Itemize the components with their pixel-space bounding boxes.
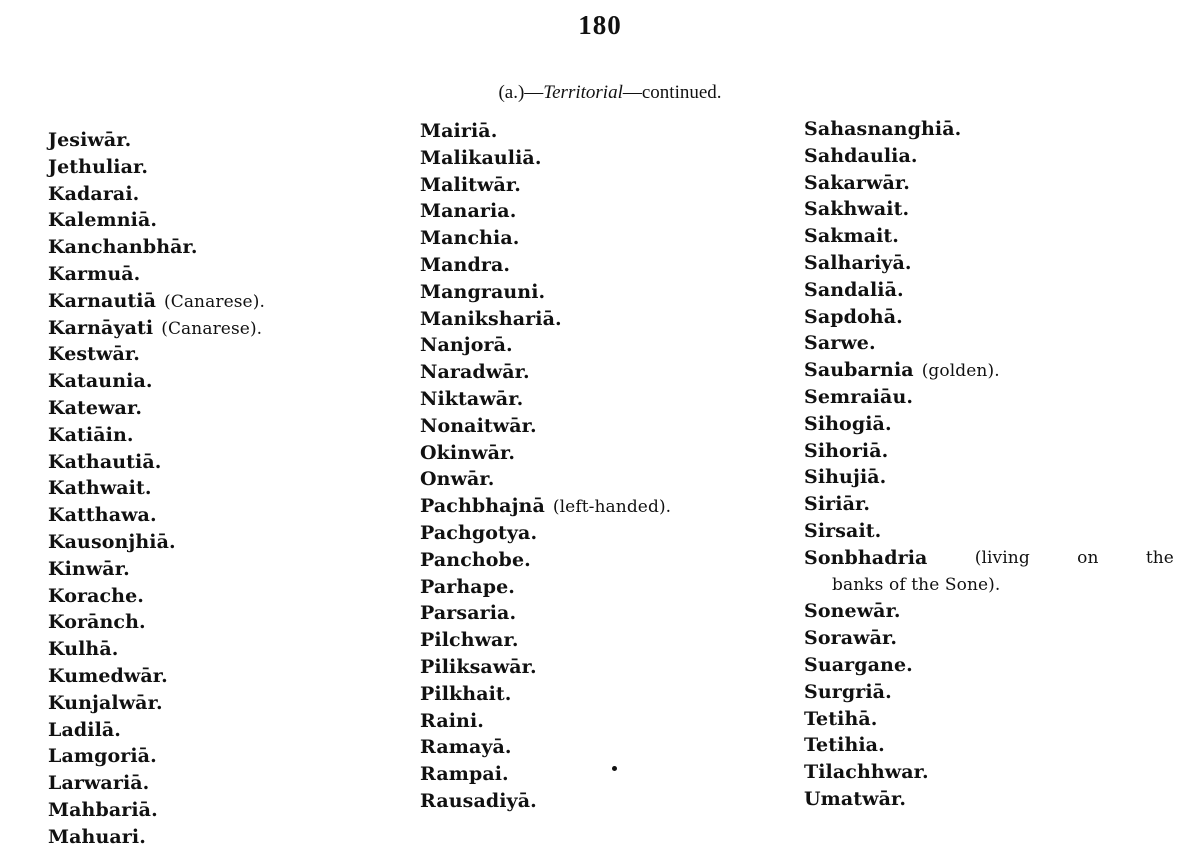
caste-entry <box>804 330 1174 357</box>
caste-entry <box>48 743 265 770</box>
caste-name: Okinwār. <box>420 441 516 464</box>
caste-name: Umatwār. <box>804 787 907 810</box>
caste-entry <box>420 225 671 252</box>
caste-entry <box>420 627 671 654</box>
caste-entry <box>420 520 671 547</box>
caste-name: Sahasnanghiā. <box>804 118 962 140</box>
caste-entry <box>420 413 671 440</box>
caste-name: Korache. <box>48 584 144 607</box>
caste-name: Parhape. <box>420 575 516 598</box>
caste-name: Karnāyati <box>48 316 154 339</box>
caste-gloss-word: the <box>1145 547 1174 568</box>
caste-gloss-continuation: banks of the Sone). <box>832 574 1001 595</box>
caste-entry <box>48 261 265 288</box>
caste-entry <box>48 502 265 529</box>
caste-entry <box>804 679 1174 706</box>
caste-name: Pachbhajnā <box>420 495 545 518</box>
caste-name: Pachgotya. <box>420 521 538 544</box>
caste-name: Mangrauni. <box>420 280 546 303</box>
caste-entry <box>48 556 265 583</box>
caste-entry <box>48 717 265 744</box>
caste-name: Larwariā. <box>48 772 150 795</box>
caste-name: Kumedwār. <box>48 664 168 687</box>
caste-name: Sakarwār. <box>804 171 910 194</box>
caste-entry <box>48 154 265 181</box>
caste-name: Kausonjhiā. <box>48 530 176 553</box>
caste-entry <box>804 438 1174 465</box>
caste-entry <box>804 143 1174 170</box>
caste-name: Kulhā. <box>48 638 119 661</box>
caste-name: Salhariyā. <box>804 251 912 274</box>
caste-entry <box>804 652 1174 679</box>
caste-name: Kalemniā. <box>48 209 158 232</box>
caste-name: Raini. <box>420 709 485 732</box>
caste-name: Sarwe. <box>804 332 876 355</box>
caste-name: Siriār. <box>804 493 871 516</box>
caste-entry <box>804 491 1174 518</box>
caste-name: Sihujiā. <box>804 466 887 489</box>
caste-name: Malitwār. <box>420 173 522 196</box>
caste-entry <box>420 681 671 708</box>
caste-entry <box>48 288 265 315</box>
caste-name: Sorawār. <box>804 627 898 650</box>
caste-entry <box>48 449 265 476</box>
caste-entry <box>48 824 265 851</box>
caste-entry <box>48 422 265 449</box>
caste-gloss-word: on <box>1077 547 1099 568</box>
caste-entry <box>804 277 1174 304</box>
caste-entry <box>804 464 1174 491</box>
caste-name: Karnautiā <box>48 289 156 312</box>
caste-name: Sirsait. <box>804 519 882 542</box>
caste-entry <box>420 600 671 627</box>
caste-entry <box>48 475 265 502</box>
caste-name: Lamgoriā. <box>48 745 157 768</box>
caste-entry <box>420 761 671 788</box>
caste-entry <box>420 386 671 413</box>
caste-entry <box>48 368 265 395</box>
caste-entry <box>420 466 671 493</box>
caste-entry <box>48 341 265 368</box>
caste-entry <box>48 636 265 663</box>
caste-name: Parsaria. <box>420 602 517 625</box>
caste-name: Manaria. <box>420 200 517 223</box>
caste-name: Mandra. <box>420 253 511 276</box>
caste-list-column-2 <box>420 118 671 815</box>
caste-name: Suargane. <box>804 653 913 676</box>
caste-name: Sonewār. <box>804 600 901 623</box>
caste-entry <box>48 234 265 261</box>
caste-entry <box>420 654 671 681</box>
caste-name: Sakhwait. <box>804 198 910 221</box>
caste-name: Jethuliar. <box>48 155 149 178</box>
caste-entry <box>804 598 1174 625</box>
caste-name: Tilachhwar. <box>804 761 929 784</box>
caste-entry <box>420 359 671 386</box>
caste-name: Niktawār. <box>420 387 524 410</box>
caste-name: Kunjalwār. <box>48 691 163 714</box>
caste-name: Sapdohā. <box>804 305 903 328</box>
caste-name: Mahuari. <box>48 825 146 848</box>
caste-entry <box>804 304 1174 331</box>
caste-entry <box>48 529 265 556</box>
caste-name: Ladilā. <box>48 718 122 741</box>
caste-entry <box>804 384 1174 411</box>
caste-entry <box>804 116 1174 143</box>
caste-name: Surgriā. <box>804 680 892 703</box>
caste-entry <box>48 315 265 342</box>
section-heading-italic: Territorial <box>543 82 623 103</box>
caste-name: Kinwār. <box>48 557 130 580</box>
caste-entry <box>804 706 1174 733</box>
caste-entry <box>48 583 265 610</box>
page-number: 180 <box>578 10 622 40</box>
caste-name: Rausadiyā. <box>420 789 537 812</box>
caste-name: Karmuā. <box>48 262 141 285</box>
caste-entry <box>804 759 1174 786</box>
caste-entry <box>48 127 265 154</box>
caste-name: Naradwār. <box>420 361 530 384</box>
caste-entry <box>48 395 265 422</box>
caste-name: Katiāin. <box>48 423 134 446</box>
caste-note: (golden). <box>921 361 1000 382</box>
caste-name: Mairiā. <box>420 120 498 142</box>
caste-entry <box>420 708 671 735</box>
caste-name: Saubarnia <box>804 359 914 382</box>
caste-name: Katewar. <box>48 396 143 419</box>
caste-name: Malikauliā. <box>420 146 542 169</box>
caste-name: Kathautiā. <box>48 450 162 473</box>
caste-entry <box>804 170 1174 197</box>
caste-entry <box>48 690 265 717</box>
caste-entry <box>420 440 671 467</box>
caste-name: Sihogiā. <box>804 412 892 435</box>
caste-name: Sandaliā. <box>804 278 904 301</box>
caste-entry <box>48 207 265 234</box>
caste-entry <box>420 118 671 145</box>
caste-entry <box>420 279 671 306</box>
caste-entry <box>420 788 671 815</box>
caste-entry <box>420 198 671 225</box>
caste-name: Tetihia. <box>804 734 885 757</box>
caste-name: Korānch. <box>48 611 146 634</box>
caste-name: Sonbhadria <box>804 546 928 569</box>
caste-entry <box>420 547 671 574</box>
caste-entry <box>420 493 671 520</box>
caste-name: Tetihā. <box>804 707 878 730</box>
caste-entry <box>48 797 265 824</box>
caste-name: Kadarai. <box>48 182 140 205</box>
caste-entry <box>420 306 671 333</box>
caste-note: (Canarese). <box>161 318 263 339</box>
caste-entry <box>420 172 671 199</box>
caste-entry <box>804 518 1174 545</box>
caste-entry <box>48 609 265 636</box>
caste-entry <box>804 411 1174 438</box>
caste-entry <box>48 770 265 797</box>
caste-name: Sakmait. <box>804 225 900 248</box>
caste-name: Ramayā. <box>420 736 512 759</box>
caste-entry <box>804 625 1174 652</box>
caste-name: Pilkhait. <box>420 682 512 705</box>
caste-name: Mahbariā. <box>48 798 158 821</box>
caste-name: Pilchwar. <box>420 629 519 652</box>
caste-name: Piliksawār. <box>420 655 537 678</box>
caste-list-column-3 <box>804 116 1174 813</box>
caste-entry <box>420 332 671 359</box>
caste-name: Manikshariā. <box>420 307 562 330</box>
caste-name: Sahdaulia. <box>804 144 918 167</box>
ink-speck <box>612 766 617 771</box>
caste-entry <box>804 196 1174 223</box>
caste-list-column-1 <box>48 127 265 851</box>
caste-name: Katthawa. <box>48 504 157 527</box>
caste-name: Manchia. <box>420 227 520 250</box>
section-heading-prefix: (a.)— <box>498 82 544 103</box>
caste-name: Nanjorā. <box>420 334 513 357</box>
caste-name: Rampai. <box>420 763 509 786</box>
caste-name: Kestwār. <box>48 343 141 366</box>
caste-name: Kataunia. <box>48 370 153 393</box>
caste-entry <box>48 181 265 208</box>
caste-entry <box>804 223 1174 250</box>
caste-entry <box>420 734 671 761</box>
caste-entry <box>804 786 1174 813</box>
caste-name: Nonaitwār. <box>420 414 537 437</box>
caste-note: (left-handed). <box>552 497 672 518</box>
caste-name: Onwār. <box>420 468 495 491</box>
caste-name: Kanchanbhār. <box>48 236 198 259</box>
caste-name: Panchobe. <box>420 548 531 571</box>
caste-entry <box>420 145 671 172</box>
caste-entry <box>48 663 265 690</box>
section-heading-suffix: —continued. <box>622 82 722 103</box>
caste-entry <box>420 574 671 601</box>
caste-entry <box>804 250 1174 277</box>
caste-entry <box>804 357 1174 384</box>
caste-entry <box>804 545 1174 572</box>
caste-gloss-word: (living <box>974 547 1030 568</box>
section-heading <box>0 82 1200 104</box>
caste-name: Jesiwār. <box>48 129 132 151</box>
caste-note: (Canarese). <box>163 291 265 312</box>
caste-name: Kathwait. <box>48 477 152 500</box>
caste-name: Sihoriā. <box>804 439 889 462</box>
caste-entry <box>420 252 671 279</box>
caste-name: Semraiāu. <box>804 385 914 408</box>
caste-entry <box>804 732 1174 759</box>
